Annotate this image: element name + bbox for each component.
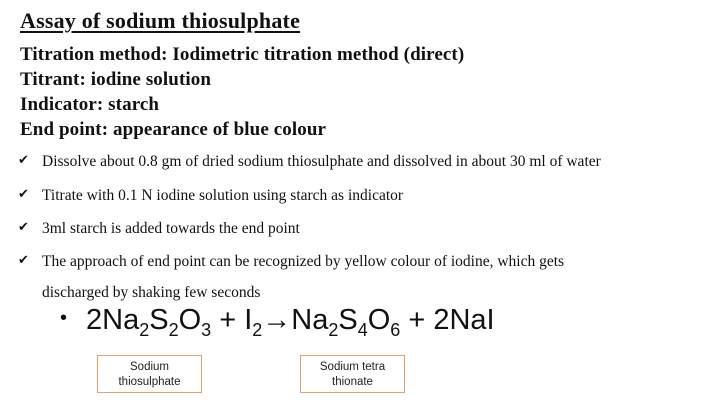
eq-part: + I — [211, 304, 253, 336]
check-icon: ✔ — [18, 220, 29, 235]
eq-part: Na — [291, 304, 329, 336]
label-line: thiosulphate — [118, 376, 181, 388]
bullet-text: 3ml starch is added towards the end point — [42, 220, 300, 237]
reaction-arrow: → — [262, 304, 292, 336]
eq-subscript: 2 — [328, 320, 339, 340]
check-icon: ✔ — [18, 153, 29, 168]
bullet-text: The approach of end point can be recognized by yellow colour of iodine, which gets — [42, 253, 565, 270]
eq-part: 2Na — [86, 304, 140, 336]
titration-method: Titration method: Iodimetric titration method (direct) — [20, 44, 465, 65]
bullet-item — [18, 187, 403, 205]
eq-subscript: 3 — [201, 320, 212, 340]
end-point: End point: appearance of blue colour — [20, 119, 327, 140]
label-line: Sodium tetra — [319, 361, 386, 373]
eq-part: O — [178, 304, 202, 336]
bullet-text: Dissolve about 0.8 gm of dried sodium thiosulphate and dissolved in about 30 ml of water — [42, 153, 601, 170]
label-line: thionate — [332, 376, 373, 388]
label-sodium-thiosulphate — [97, 355, 202, 393]
check-icon: ✔ — [18, 187, 29, 202]
slide-title: Assay of sodium thiosulphate — [20, 8, 301, 33]
eq-subscript: 4 — [357, 320, 368, 340]
indicator: Indicator: starch — [20, 94, 160, 115]
label-line: Sodium — [130, 361, 169, 373]
eq-part: S — [149, 304, 169, 336]
bullet-continuation: discharged by shaking few seconds — [42, 284, 261, 301]
bullet-item — [18, 220, 300, 238]
reaction-equation — [60, 304, 495, 340]
bullet-item — [18, 253, 564, 271]
eq-subscript: 6 — [390, 320, 401, 340]
eq-subscript: 2 — [252, 320, 263, 340]
label-sodium-tetrathionate — [300, 355, 405, 393]
check-icon: ✔ — [18, 253, 29, 268]
bullet-item — [18, 153, 601, 171]
eq-part: + 2NaI — [400, 304, 495, 336]
eq-subscript: 2 — [168, 320, 179, 340]
eq-subscript: 2 — [139, 320, 150, 340]
equation-bullet: • — [60, 307, 68, 329]
eq-part: S — [338, 304, 358, 336]
bullet-text: Titrate with 0.1 N iodine solution using starch as indicator — [42, 187, 404, 204]
eq-part: O — [367, 304, 391, 336]
titrant: Titrant: iodine solution — [20, 69, 212, 90]
